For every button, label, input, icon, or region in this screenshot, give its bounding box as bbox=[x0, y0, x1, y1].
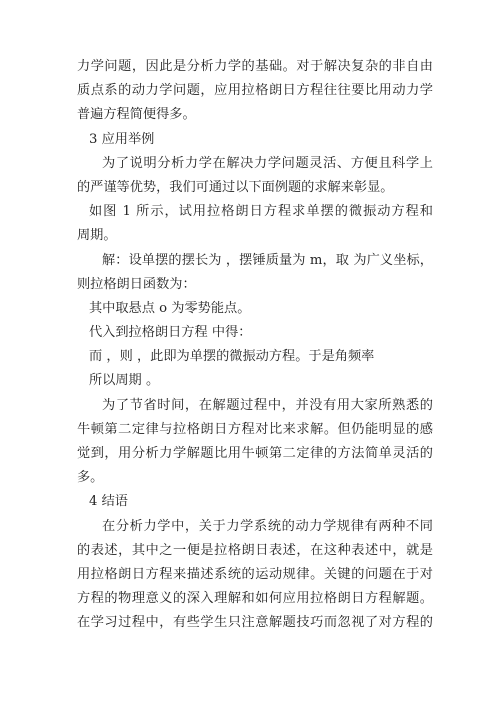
text-line: 的严谨等优势，我们可通过以下面例题的求解来彰显。 bbox=[77, 179, 394, 195]
text-line: 的表述，其中之一便是拉格朗日表述，在这种表述中，就是 bbox=[77, 542, 433, 558]
text-line: 觉到，用分析力学解题比用牛顿第二定律的方法简单灵活的 bbox=[77, 446, 433, 461]
text-line: 而 ，则 ，此即为单摆的微振动方程。于是角频率 bbox=[89, 349, 375, 365]
section-heading: 4 结语 bbox=[89, 494, 128, 510]
text-line: 方程的物理意义的深入理解和如何应用拉格朗日方程解题。 bbox=[77, 591, 433, 607]
text-line: 所以周期 。 bbox=[89, 373, 160, 389]
text-line: 牛顿第二定律与拉格朗日方程对比来求解。但仍能明显的感 bbox=[77, 421, 433, 437]
text-line: 力学问题，因此是分析力学的基础。对于解决复杂的非自由 bbox=[77, 59, 433, 74]
text-line: 如图 1 所示，试用拉格朗日方程求单摆的微振动方程和 bbox=[89, 204, 433, 220]
text-line: 为了节省时间，在解题过程中，并没有用大家所熟悉的 bbox=[102, 397, 433, 413]
text-line: 在学习过程中，有些学生只注意解题技巧而忽视了对方程的 bbox=[77, 615, 433, 631]
text-line: 用拉格朗日方程来描述系统的运动规律。关键的问题在于对 bbox=[77, 566, 433, 582]
text-line: 则拉格朗日函数为： bbox=[77, 276, 196, 292]
text-line: 周期。 bbox=[77, 228, 117, 244]
text-line: 为了说明分析力学在解决力学问题灵活、方便且科学上 bbox=[102, 155, 433, 171]
text-line: 代入到拉格朗日方程 中得： bbox=[89, 325, 252, 341]
text-line: 质点系的动力学问题，应用拉格朗日方程往往要比用动力学 bbox=[77, 83, 433, 99]
text-line: 其中取悬点 o 为零势能点。 bbox=[89, 300, 251, 316]
text-line: 普遍方程简便得多。 bbox=[77, 107, 196, 123]
text-line: 在分析力学中，关于力学系统的动力学规律有两种不同 bbox=[102, 518, 433, 534]
text-line: 解：设单摆的摆长为 ，摆锤质量为 m，取 为广义坐标， bbox=[102, 252, 433, 268]
document-page bbox=[77, 55, 433, 636]
section-heading: 3 应用举例 bbox=[89, 131, 155, 147]
text-line: 多。 bbox=[77, 470, 104, 486]
